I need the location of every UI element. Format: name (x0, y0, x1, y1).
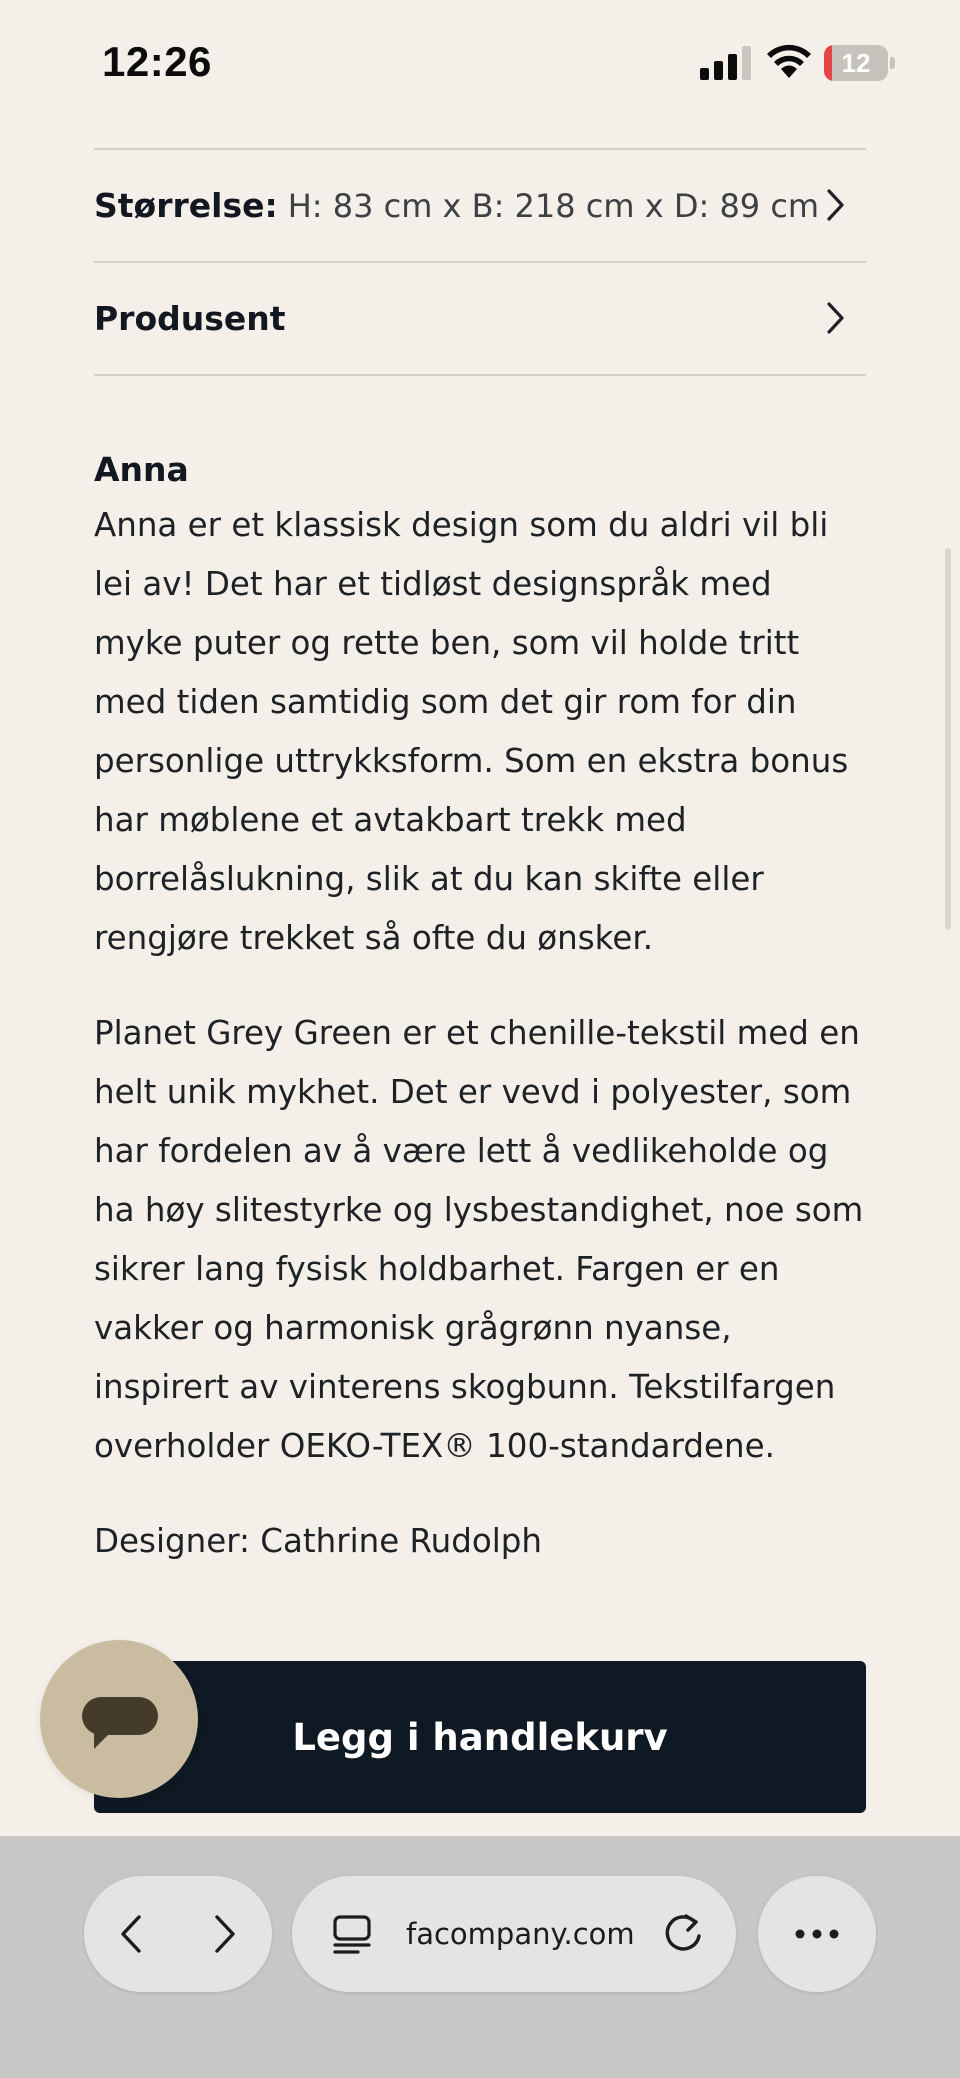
back-button[interactable] (84, 1876, 178, 1992)
chat-bubble-icon (80, 1695, 160, 1755)
chevron-left-icon (118, 1914, 144, 1954)
chevron-right-icon (826, 301, 846, 335)
browser-toolbar (0, 1836, 960, 2078)
accordion-manufacturer[interactable] (94, 263, 866, 374)
accordion-size-value: H: 83 cm x B: 218 cm x D: 89 cm (287, 186, 820, 225)
battery-level: 12 (841, 48, 871, 78)
more-icon (792, 1926, 842, 1942)
chat-button[interactable] (40, 1640, 198, 1798)
designer-credit: Designer: Cathrine Rudolph (94, 1522, 543, 1560)
add-to-cart-button[interactable]: Legg i handlekurv (94, 1661, 866, 1813)
forward-button[interactable] (178, 1876, 272, 1992)
chevron-right-icon (212, 1914, 238, 1954)
status-time: 12:26 (102, 38, 212, 85)
url-text[interactable]: facompany.com (406, 1917, 635, 1951)
wifi-icon (766, 44, 812, 80)
reload-icon[interactable] (662, 1912, 704, 1956)
more-button[interactable] (758, 1876, 876, 1992)
description-title: Anna (94, 450, 189, 489)
navigation-pill (84, 1876, 272, 1992)
divider (94, 374, 866, 376)
accordion-manufacturer-label: Produsent (94, 299, 286, 338)
status-bar (0, 0, 960, 130)
tabs-icon[interactable] (332, 1914, 372, 1954)
battery-icon (824, 45, 896, 81)
accordion-size-label: Størrelse: (94, 186, 278, 225)
cellular-signal-icon (700, 46, 752, 80)
fabric-paragraph: Planet Grey Green er et chenille-tekstil med en helt unik mykhet. Det er vevd i polyester, som har fordelen av å være lett å vedlikeholde og ha høy slitestyrke og lysbestandighet, noe som sikrer lang fysisk holdbarhet. Fargen er en vakker og harmonisk grågrønn nyanse, inspirert av vinterens skogbunn. Tekstilfargen overholder OEKO-TEX® 100-standardene. (94, 1014, 864, 1465)
chevron-right-icon (826, 188, 846, 222)
address-bar[interactable] (292, 1876, 736, 1992)
scroll-indicator[interactable] (945, 548, 951, 930)
description-paragraph: Anna er et klassisk design som du aldri vil bli lei av! Det har et tidløst designspråk med myke puter og rette ben, som vil holde tritt med tiden samtidig som det gir rom for din personlige uttrykksform. Som en ekstra bonus har møblene et avtakbart trekk med borrelåslukning, slik at du kan skifte eller rengjøre trekket så ofte du ønsker. (94, 506, 849, 957)
accordion-size[interactable] (94, 150, 866, 261)
product-details (94, 148, 866, 1571)
